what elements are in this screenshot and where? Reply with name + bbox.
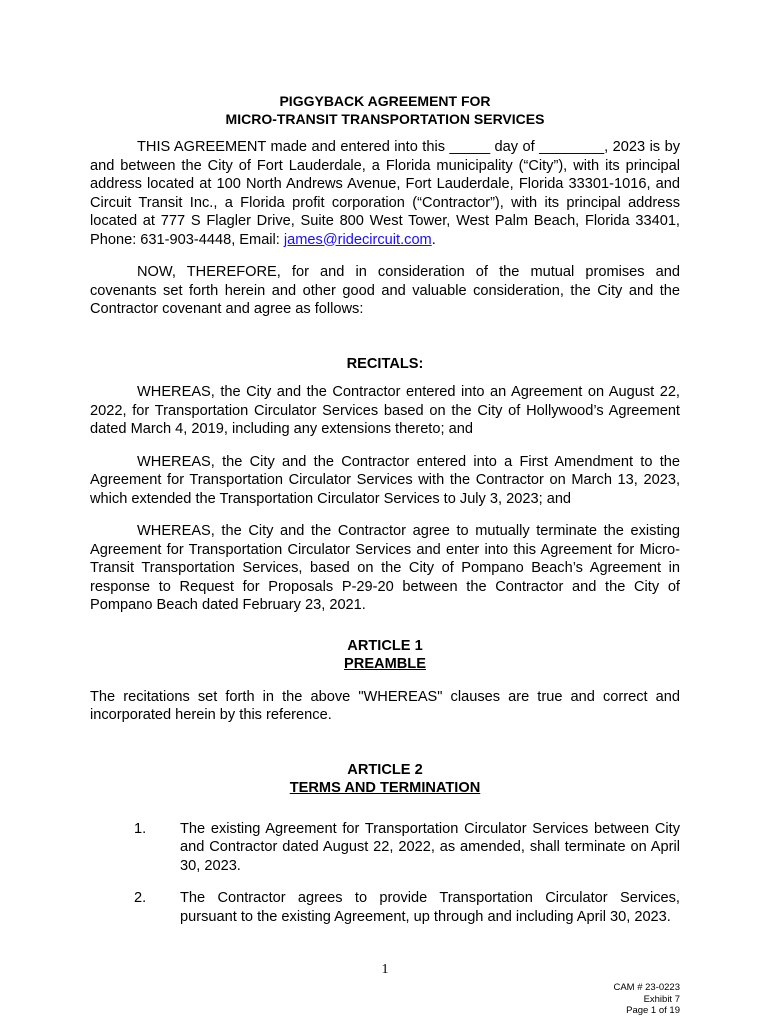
recital-2: WHEREAS, the City and the Contractor entered into a First Amendment to the Agreement for Transportation Circulator Services with the Contractor on March 13, 2023, which extended the Transportation Circulator Services to July 3, 2023; and: [90, 453, 680, 507]
recitals-heading: RECITALS:: [346, 355, 424, 372]
article-2-name: TERMS AND TERMINATION: [289, 780, 481, 796]
article-2-item-1: [90, 820, 680, 876]
article-2-number: ARTICLE 2: [347, 761, 423, 778]
article-1-number: ARTICLE 1: [347, 637, 423, 654]
list-text: The Contractor agrees to provide Transportation Circulator Services, pursuant to the existing Agreement, up through and including April 30, 2023.: [180, 890, 680, 925]
recital-3: WHEREAS, the City and the Contractor agree to mutually terminate the existing Agreement for Transportation Circulator Services and enter into this Agreement for Micro-Transit Transportation Services, based on the City of Pompano Beach’s Agreement in response to Request for Proposals P-29-20 between the Contractor and the City of Pompano Beach dated February 23, 2021.: [90, 523, 680, 613]
exhibit-label: Exhibit 7: [643, 993, 680, 1005]
article-1-heading: [90, 637, 680, 674]
intro-text: THIS AGREEMENT made and entered into this _____ day of ________, 2023 is by and between the City of Fort Lauderdale, a Florida municipality (“City”), with its principal address located at 100 North Andrews Avenue, Fort Lauderdale, Florida 33301-1016, and Circuit Transit Inc., a Florida profit corporation (“Contractor”), with its principal address located at 777 S Flagler Drive, Suite 800 West Tower, West Palm Beach, Florida 33401, Phone: 631-903-4448, Email:: [90, 139, 680, 248]
cam-footer: [613, 982, 680, 1017]
document-body: [90, 92, 680, 926]
title-line-2: MICRO-TRANSIT TRANSPORTATION SERVICES: [225, 111, 545, 127]
document-title: [90, 92, 680, 128]
cam-number: CAM # 23-0223: [613, 982, 680, 993]
page-number: 1: [381, 962, 389, 977]
intro-paragraph: [90, 138, 680, 249]
intro-end: .: [431, 231, 436, 248]
now-therefore-paragraph: NOW, THEREFORE, for and in consideration of the mutual promises and covenants set forth herein and other good and valuable consideration, the City and the Contractor covenant and agree as follows:: [90, 264, 680, 317]
title-line-1: PIGGYBACK AGREEMENT FOR: [279, 93, 491, 109]
recital-1: WHEREAS, the City and the Contractor entered into an Agreement on August 22, 2022, for Transportation Circulator Services based on the City of Hollywood’s Agreement dated March 4, 2019, including any extensions thereto; and: [90, 384, 680, 437]
article-1-text: The recitations set forth in the above "WHEREAS" clauses are true and correct and incorporated herein by this reference.: [90, 688, 680, 723]
list-text: The existing Agreement for Transportation Circulator Services between City and Contractor dated August 22, 2022, as amended, shall terminate on April 30, 2023.: [180, 820, 680, 874]
email-link[interactable]: james@ridecircuit.com: [283, 231, 432, 248]
article-2-item-2: [90, 889, 680, 926]
article-1-name: PREAMBLE: [344, 656, 426, 672]
article-2-heading: [90, 761, 680, 798]
list-number: 2.: [134, 890, 147, 906]
list-number: 1.: [134, 820, 147, 837]
page-of-label: Page 1 of 19: [626, 1005, 680, 1016]
